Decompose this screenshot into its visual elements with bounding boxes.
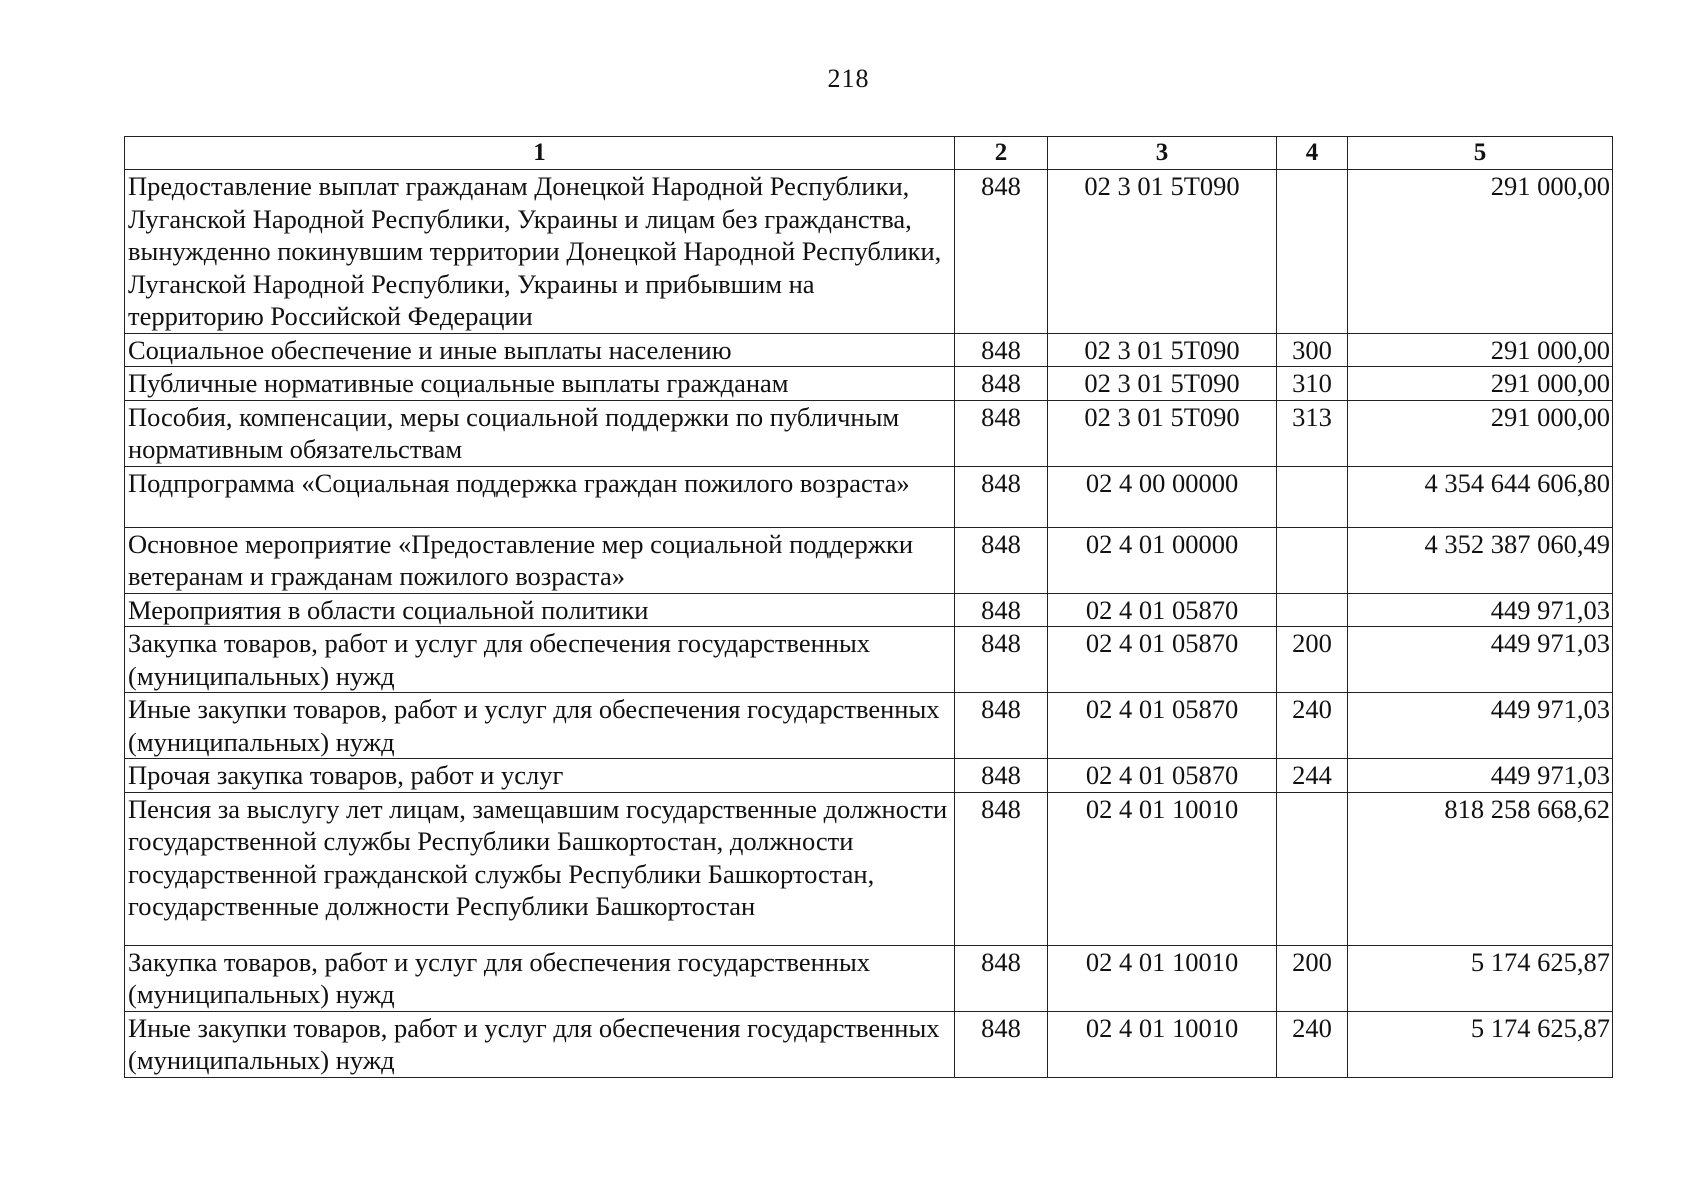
cell-admin-code: 848 — [955, 593, 1048, 627]
header-col-2: 2 — [955, 137, 1048, 170]
cell-target-article: 02 4 01 10010 — [1048, 945, 1277, 1011]
cell-target-article: 02 4 01 05870 — [1048, 627, 1277, 693]
table-row — [125, 527, 1613, 593]
cell-target-article: 02 4 01 05870 — [1048, 759, 1277, 793]
cell-name: Закупка товаров, работ и услуг для обеспечения государственных (муниципальных) нужд — [125, 945, 955, 1011]
cell-target-article: 02 4 00 00000 — [1048, 466, 1277, 527]
cell-admin-code: 848 — [955, 527, 1048, 593]
cell-name: Социальное обеспечение и иные выплаты населению — [125, 333, 955, 367]
cell-name: Публичные нормативные социальные выплаты гражданам — [125, 367, 955, 401]
cell-expense-type — [1277, 466, 1348, 527]
cell-amount: 291 000,00 — [1348, 170, 1613, 334]
cell-name: Мероприятия в области социальной политики — [125, 593, 955, 627]
cell-amount: 449 971,03 — [1348, 693, 1613, 759]
cell-expense-type: 240 — [1277, 693, 1348, 759]
header-col-5: 5 — [1348, 137, 1613, 170]
cell-amount: 449 971,03 — [1348, 759, 1613, 793]
cell-target-article: 02 3 01 5Т090 — [1048, 400, 1277, 466]
table-header-row — [125, 137, 1613, 170]
cell-amount: 291 000,00 — [1348, 333, 1613, 367]
table-row — [125, 593, 1613, 627]
cell-amount: 291 000,00 — [1348, 400, 1613, 466]
cell-amount: 449 971,03 — [1348, 593, 1613, 627]
cell-expense-type — [1277, 593, 1348, 627]
cell-expense-type: 240 — [1277, 1011, 1348, 1077]
budget-table — [124, 136, 1613, 1078]
cell-target-article: 02 3 01 5Т090 — [1048, 170, 1277, 334]
cell-expense-type: 200 — [1277, 627, 1348, 693]
table-row — [125, 466, 1613, 527]
cell-name: Пособия, компенсации, меры социальной поддержки по публичным нормативным обязательствам — [125, 400, 955, 466]
table-body — [125, 170, 1613, 1078]
cell-expense-type: 244 — [1277, 759, 1348, 793]
cell-amount: 4 354 644 606,80 — [1348, 466, 1613, 527]
cell-amount: 291 000,00 — [1348, 367, 1613, 401]
cell-admin-code: 848 — [955, 759, 1048, 793]
table-row — [125, 759, 1613, 793]
cell-admin-code: 848 — [955, 627, 1048, 693]
cell-target-article: 02 4 01 00000 — [1048, 527, 1277, 593]
page-number: 218 — [827, 64, 870, 93]
cell-admin-code: 848 — [955, 792, 1048, 945]
cell-target-article: 02 4 01 10010 — [1048, 792, 1277, 945]
cell-target-article: 02 4 01 05870 — [1048, 693, 1277, 759]
table-row — [125, 400, 1613, 466]
cell-name: Иные закупки товаров, работ и услуг для обеспечения государственных (муниципальных) нужд — [125, 693, 955, 759]
table-row — [125, 627, 1613, 693]
cell-target-article: 02 4 01 05870 — [1048, 593, 1277, 627]
table-row — [125, 170, 1613, 334]
cell-expense-type — [1277, 170, 1348, 334]
cell-admin-code: 848 — [955, 945, 1048, 1011]
cell-amount: 449 971,03 — [1348, 627, 1613, 693]
cell-expense-type — [1277, 527, 1348, 593]
cell-expense-type: 300 — [1277, 333, 1348, 367]
cell-expense-type: 310 — [1277, 367, 1348, 401]
cell-admin-code: 848 — [955, 400, 1048, 466]
table-row — [125, 333, 1613, 367]
cell-admin-code: 848 — [955, 333, 1048, 367]
cell-name: Закупка товаров, работ и услуг для обеспечения государственных (муниципальных) нужд — [125, 627, 955, 693]
table-row — [125, 367, 1613, 401]
table-row — [125, 1011, 1613, 1077]
cell-name: Пенсия за выслугу лет лицам, замещавшим государственные должности государственной службы Республики Башкортостан, должности государственной гражданской службы Республики Башкортостан, государственные должности Республики Башкортостан — [125, 792, 955, 945]
cell-target-article: 02 3 01 5Т090 — [1048, 333, 1277, 367]
header-col-1: 1 — [125, 137, 955, 170]
cell-amount: 5 174 625,87 — [1348, 1011, 1613, 1077]
cell-admin-code: 848 — [955, 170, 1048, 334]
cell-expense-type: 313 — [1277, 400, 1348, 466]
table-row — [125, 693, 1613, 759]
cell-name: Иные закупки товаров, работ и услуг для обеспечения государственных (муниципальных) нужд — [125, 1011, 955, 1077]
cell-admin-code: 848 — [955, 693, 1048, 759]
cell-name: Прочая закупка товаров, работ и услуг — [125, 759, 955, 793]
cell-admin-code: 848 — [955, 1011, 1048, 1077]
cell-target-article: 02 4 01 10010 — [1048, 1011, 1277, 1077]
cell-name: Подпрограмма «Социальная поддержка граждан пожилого возраста» — [125, 466, 955, 527]
cell-admin-code: 848 — [955, 367, 1048, 401]
cell-target-article: 02 3 01 5Т090 — [1048, 367, 1277, 401]
cell-amount: 818 258 668,62 — [1348, 792, 1613, 945]
table-row — [125, 945, 1613, 1011]
cell-name: Предоставление выплат гражданам Донецкой Народной Республики, Луганской Народной Республики, Украины и лицам без гражданства, вынужденно покинувшим территории Донецкой Народной Республики, Луганской Народной Республики, Украины и прибывшим на территорию Российской Федерации — [125, 170, 955, 334]
cell-admin-code: 848 — [955, 466, 1048, 527]
table-row — [125, 792, 1613, 945]
header-col-3: 3 — [1048, 137, 1277, 170]
cell-amount: 5 174 625,87 — [1348, 945, 1613, 1011]
cell-name: Основное мероприятие «Предоставление мер социальной поддержки ветеранам и гражданам пожилого возраста» — [125, 527, 955, 593]
cell-expense-type — [1277, 792, 1348, 945]
cell-expense-type: 200 — [1277, 945, 1348, 1011]
cell-amount: 4 352 387 060,49 — [1348, 527, 1613, 593]
header-col-4: 4 — [1277, 137, 1348, 170]
